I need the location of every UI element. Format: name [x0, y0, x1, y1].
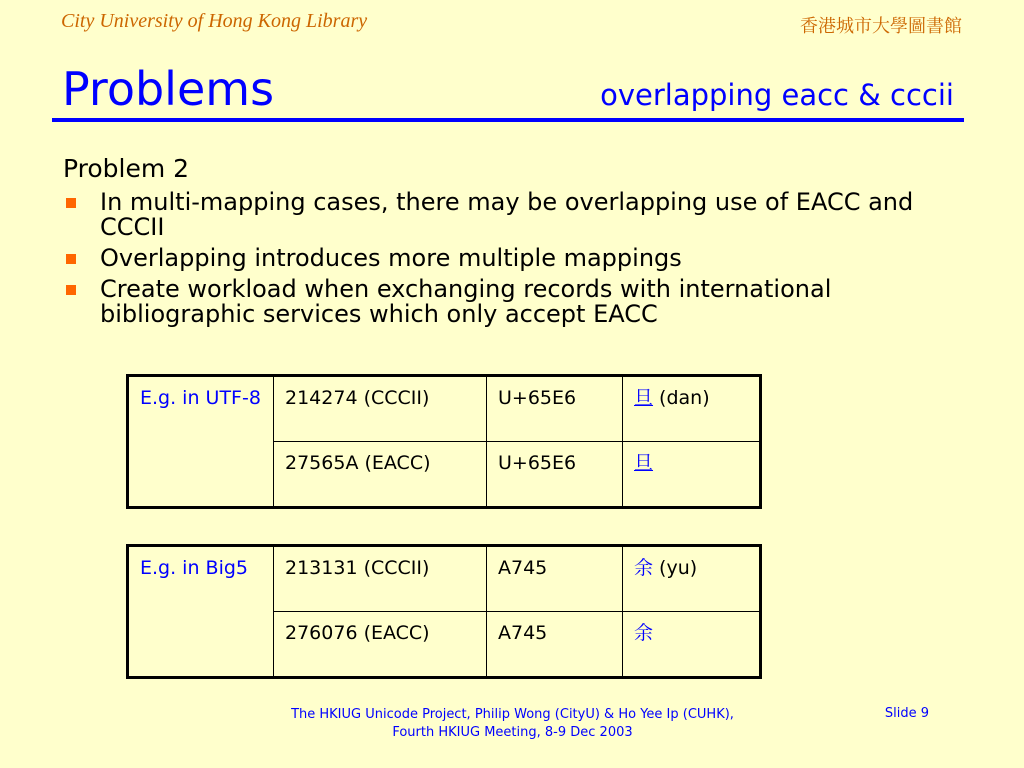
slide-title: Problems	[62, 62, 275, 116]
character-cell	[623, 442, 761, 508]
bullet-text: Overlapping introduces more multiple mappings	[100, 244, 682, 272]
romanization: (dan)	[653, 387, 710, 409]
bullet-item	[63, 246, 953, 271]
code-cell: 213131 (CCCII)	[274, 546, 487, 612]
bullet-text: In multi-mapping cases, there may be overlapping use of EACC and CCCII	[100, 188, 914, 241]
slide-footer	[255, 706, 770, 742]
library-name-header: City University of Hong Kong Library	[61, 10, 368, 32]
bullet-square-icon	[66, 198, 76, 208]
table-row	[128, 376, 761, 442]
slide-number: Slide 9	[884, 706, 929, 721]
character-link[interactable]: 旦	[634, 452, 654, 474]
code-cell: 214274 (CCCII)	[274, 376, 487, 442]
problem-heading: Problem 2	[63, 154, 190, 183]
bullet-list	[63, 190, 953, 327]
mapping-cell: U+65E6	[487, 442, 623, 508]
character-link[interactable]: 旦	[634, 387, 654, 409]
bullet-square-icon	[66, 254, 76, 264]
big5-example-table	[126, 544, 762, 679]
bullet-item	[63, 190, 953, 240]
character-cell	[623, 376, 761, 442]
mapping-cell: A745	[487, 612, 623, 678]
footer-line-2: Fourth HKIUG Meeting, 8-9 Dec 2003	[392, 725, 633, 740]
footer-line-1: The HKIUG Unicode Project, Philip Wong (CityU) & Ho Yee Ip (CUHK),	[291, 707, 734, 722]
mapping-cell: U+65E6	[487, 376, 623, 442]
bullet-text: Create workload when exchanging records with international bibliographic services which only accept EACC	[100, 275, 832, 328]
character-cell	[623, 612, 761, 678]
library-name-chinese-header: 香港城市大學圖書館	[800, 16, 962, 37]
code-cell: 27565A (EACC)	[274, 442, 487, 508]
title-divider	[52, 118, 964, 122]
slide-body	[63, 153, 953, 327]
table-row	[128, 546, 761, 612]
bullet-square-icon	[66, 285, 76, 295]
code-cell: 276076 (EACC)	[274, 612, 487, 678]
character-cell	[623, 546, 761, 612]
example-label: E.g. in Big5	[128, 546, 274, 678]
bullet-item	[63, 277, 953, 327]
slide-subtitle: overlapping eacc & cccii	[600, 78, 954, 112]
character-text: 余	[634, 622, 654, 644]
romanization: (yu)	[653, 557, 698, 579]
utf8-example-table	[126, 374, 762, 509]
character-text: 余	[634, 557, 654, 579]
example-label: E.g. in UTF-8	[128, 376, 274, 508]
mapping-cell: A745	[487, 546, 623, 612]
